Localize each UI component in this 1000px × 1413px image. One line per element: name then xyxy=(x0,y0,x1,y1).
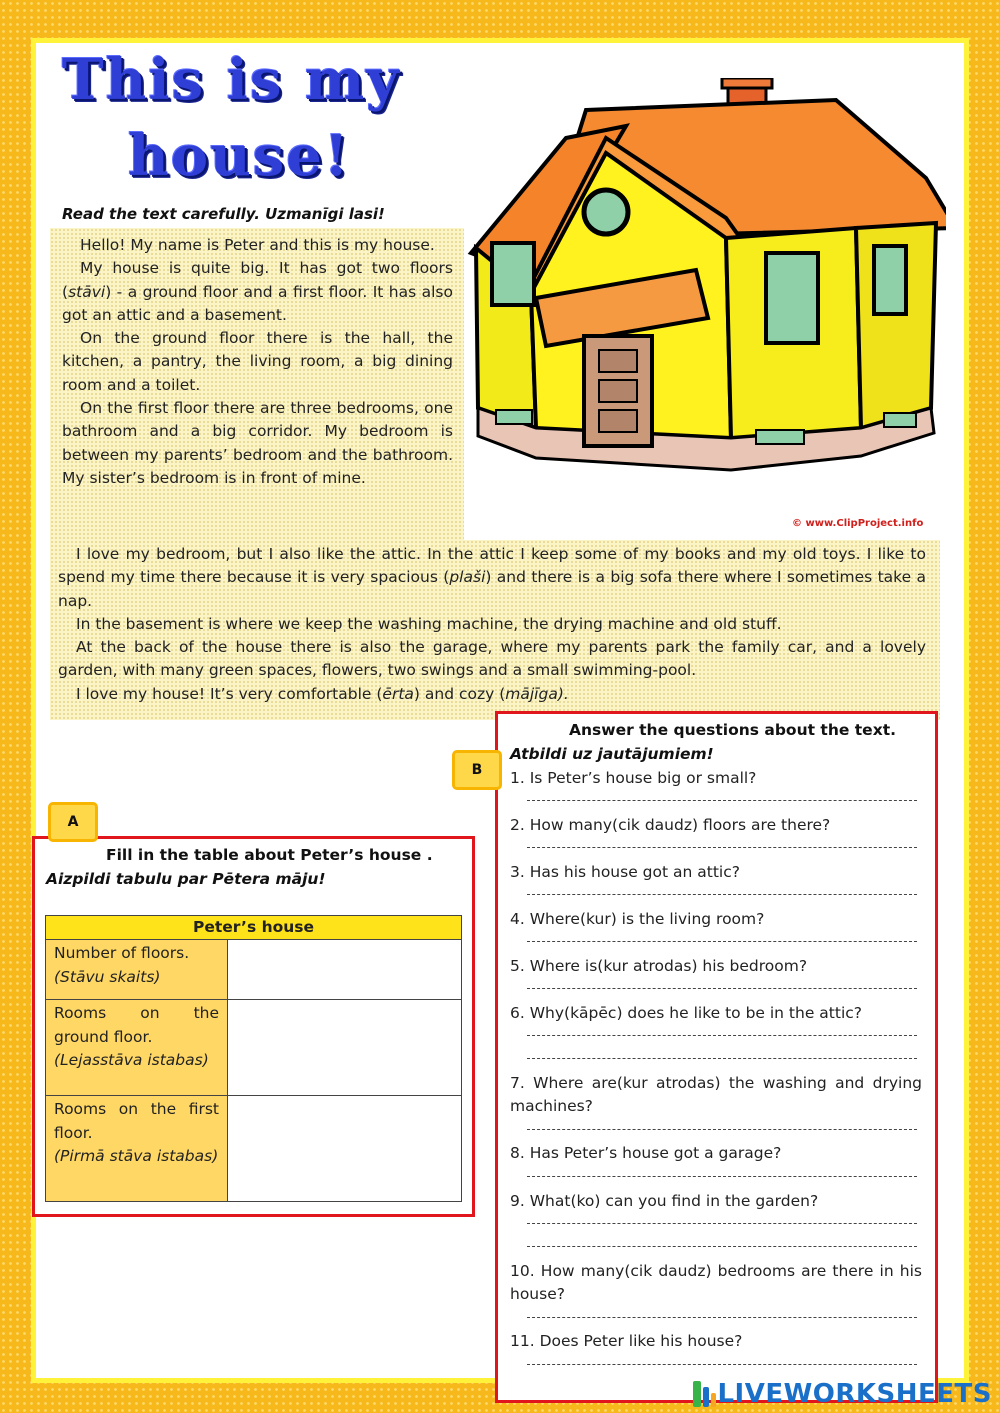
question-10: 10. How many(cik daudz) bedrooms are there in his house? xyxy=(510,1262,922,1304)
liveworksheets-icon xyxy=(691,1379,717,1409)
section-b-heading: Answer the questions about the text. xyxy=(569,721,896,739)
question-6: 6. Why(kāpēc) does he like to be in the attic? xyxy=(510,1004,862,1022)
question-11: 11. Does Peter like his house? xyxy=(510,1332,743,1350)
question-7: 7. Where are(kur atrodas) the washing and drying machines? xyxy=(510,1074,922,1116)
answer-line-9b[interactable] xyxy=(527,1246,917,1247)
section-a-badge: A xyxy=(48,802,98,842)
reading-wide xyxy=(58,543,926,706)
answer-line-8[interactable] xyxy=(527,1176,917,1177)
answer-line-11[interactable] xyxy=(527,1364,917,1365)
title-line-2: house! xyxy=(128,123,351,189)
question-3: 3. Has his house got an attic? xyxy=(510,863,740,881)
peters-house-table xyxy=(45,915,462,1202)
paragraph-7: At the back of the house there is also the garage, where my parents park the family car, and a lovely garden, with many green spaces, flowers, two swings and a small swimming-pool. xyxy=(58,638,926,680)
answer-line-7[interactable] xyxy=(527,1129,917,1130)
table-row-label: Rooms on the first floor. (Pirmā stāva istabas) xyxy=(46,1096,228,1202)
answer-line-2[interactable] xyxy=(527,847,917,848)
paragraph-8: I love my house! It’s very comfortable (ērta) and cozy (mājīga). xyxy=(76,684,569,703)
question-9: 9. What(ko) can you find in the garden? xyxy=(510,1192,819,1210)
answer-line-4[interactable] xyxy=(527,941,917,942)
floors-answer-cell[interactable] xyxy=(228,940,462,1000)
section-b-subheading: Atbildi uz jautājumiem! xyxy=(510,745,714,763)
answer-line-9a[interactable] xyxy=(527,1223,917,1224)
table-row-label: Number of floors. (Stāvu skaits) xyxy=(46,940,228,1000)
paragraph-6: In the basement is where we keep the washing machine, the drying machine and old stuff. xyxy=(76,614,782,633)
first-floor-answer-cell[interactable] xyxy=(228,1096,462,1202)
answer-line-5[interactable] xyxy=(527,988,917,989)
question-5: 5. Where is(kur atrodas) his bedroom? xyxy=(510,957,808,975)
section-a-subheading: Aizpildi tabulu par Pētera māju! xyxy=(46,870,326,888)
reading-column xyxy=(62,234,453,490)
paragraph-5: I love my bedroom, but I also like the attic. In the attic I keep some of my books and my old toys. I like to spend my time there because it is very spacious (plaši) and there is a big sofa there where I sometimes take a nap. xyxy=(58,545,927,610)
answer-line-6a[interactable] xyxy=(527,1035,917,1036)
answer-line-3[interactable] xyxy=(527,894,917,895)
answer-line-10[interactable] xyxy=(527,1317,917,1318)
house-illustration xyxy=(466,78,946,540)
title-line-1: This is my xyxy=(62,47,401,113)
question-2: 2. How many(cik daudz) floors are there? xyxy=(510,816,831,834)
liveworksheets-logo[interactable] xyxy=(691,1379,992,1409)
section-b-badge: B xyxy=(452,750,502,790)
table-row-label: Rooms on the ground floor. (Lejasstāva istabas) xyxy=(46,1000,228,1096)
question-8: 8. Has Peter’s house got a garage? xyxy=(510,1144,782,1162)
reading-instruction: Read the text carefully. Uzmanīgi lasi! xyxy=(62,205,385,223)
paragraph-2: My house is quite big. It has got two floors (stāvi) - a ground floor and a first floor. It has also got an attic and a basement. xyxy=(62,259,453,324)
paragraph-4: On the first floor there are three bedrooms, one bathroom and a big corridor. My bedroom is between my parents’ bedroom and the bathroom. My sister’s bedroom is in front of mine. xyxy=(62,399,453,487)
question-1: 1. Is Peter’s house big or small? xyxy=(510,769,757,787)
table-header: Peter’s house xyxy=(46,916,462,940)
paragraph-1: Hello! My name is Peter and this is my house. xyxy=(80,236,435,254)
image-credit: © www.ClipProject.info xyxy=(792,518,924,529)
ground-floor-answer-cell[interactable] xyxy=(228,1000,462,1096)
answer-line-1[interactable] xyxy=(527,800,917,801)
paragraph-3: On the ground floor there is the hall, the kitchen, a pantry, the living room, a big dining room and a toilet. xyxy=(62,329,453,394)
answer-line-6b[interactable] xyxy=(527,1058,917,1059)
liveworksheets-text: LIVEWORKSHEETS xyxy=(717,1379,992,1409)
question-4: 4. Where(kur) is the living room? xyxy=(510,910,765,928)
section-a-heading: Fill in the table about Peter’s house . xyxy=(106,846,433,864)
